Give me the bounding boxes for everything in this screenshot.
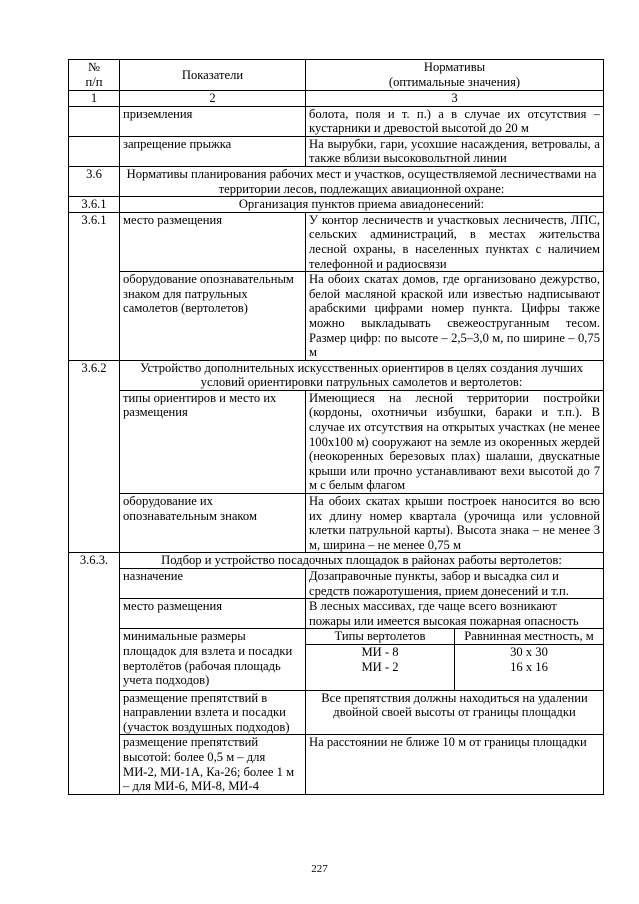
- helicopter-sizes-cell: [306, 629, 604, 690]
- row-num: 3.6.1: [69, 212, 120, 360]
- table-row: [69, 599, 604, 629]
- row-label: место размещения: [120, 212, 306, 271]
- norms-table: [68, 59, 604, 795]
- header-num: № п/п: [69, 60, 120, 91]
- table-row: [69, 272, 604, 361]
- inner-header-type: Типы вертолетов: [306, 629, 455, 644]
- table-row: [69, 690, 604, 735]
- table-row: [69, 136, 604, 166]
- page-number: 227: [311, 863, 328, 875]
- row-label: типы ориентиров и место их размещения: [120, 390, 306, 493]
- row-value: Имеющиеся на лесной территории постройки (кордоны, охотничьи избушки, бараки и т.п.). В случае их отсутствия на открытых участках (не менее 100х100 м) сооружают на земле из окоренных жердей (неокоренных березовых плах) шалаши, двускатные крыши или прочно устанавливают вехи высотой до 7 м с белым флагом: [306, 390, 604, 493]
- row-value: У контор лесничеств и участковых лесничеств, ЛПС, сельских администраций, в местах жительства лесной охраны, в населенных пунктах с наличием телефонной и радиосвязи: [306, 212, 604, 271]
- section-num: 3.6.1: [69, 197, 120, 213]
- table-row: [69, 106, 604, 136]
- section-num: 3.6.3.: [69, 553, 120, 794]
- row-label: назначение: [120, 569, 306, 599]
- section-row: [69, 360, 604, 390]
- col-num-1: 1: [69, 91, 120, 107]
- row-value: В лесных массивах, где чаще всего возникают пожары или имеется высокая пожарная опасность: [306, 599, 604, 629]
- row-label: приземления: [120, 106, 306, 136]
- inner-area: 16 х 16: [510, 659, 548, 674]
- header-norms: Нормативы (оптимальные значения): [306, 60, 604, 91]
- col-num-3: 3: [306, 91, 604, 107]
- row-value: На обоих скатах домов, где организовано дежурство, белой масляной краской или известью надписывают арабскими цифрами номер пункта. Цифры также можно выкладывать свежеоструганным тесом. Размер цифр: по высоте – 2,5–3,0 м, по ширине – 0,75 м: [306, 272, 604, 361]
- inner-type: МИ - 8: [306, 644, 455, 659]
- row-label: запрещение прыжка: [120, 136, 306, 166]
- section-row: [69, 553, 604, 569]
- row-value: Дозаправочные пункты, забор и высадка сил и средств пожаротушения, прием донесений и т.п.: [306, 569, 604, 599]
- table-row: [69, 212, 604, 271]
- section-num: 3.6.2: [69, 360, 120, 553]
- table-row: [69, 629, 604, 690]
- section-row: [69, 197, 604, 213]
- row-value: Все препятствия должны находиться на удалении двойной своей высоты от границы площадки: [306, 690, 604, 735]
- row-label: минимальные размеры площадок для взлета и посадки вертолётов (рабочая площадь учета подходов): [120, 629, 306, 690]
- table-row: [69, 735, 604, 794]
- inner-type: МИ - 2: [306, 660, 455, 690]
- row-label: оборудование опознавательным знаком для патрульных самолетов (вертолетов): [120, 272, 306, 361]
- row-value: На расстоянии не ближе 10 м от границы площадки: [306, 735, 604, 794]
- section-row: [69, 166, 604, 196]
- row-value: болота, поля и т. п.) а в случае их отсутствия – кустарники и древостой высотой до 20 м: [306, 106, 604, 136]
- section-title: Подбор и устройство посадочных площадок в районах работы вертолетов:: [120, 553, 604, 569]
- row-value: На обоих скатах крыши построек наносится во всю их длину номер квартала (урочища или условной клетки патрульной карты). Высота знака – не менее 3 м, ширина – не менее 0,75 м: [306, 494, 604, 553]
- section-title: Нормативы планирования рабочих мест и участков, осуществляемой лесничествами на территории лесов, подлежащих авиационной охране:: [120, 166, 604, 196]
- header-row: [69, 60, 604, 91]
- row-label: размещение препятствий высотой: более 0,5 м – для МИ-2, МИ-1А, Ка-26; более 1 м – для МИ-6, МИ-8, МИ-4: [120, 735, 306, 794]
- table-row: [69, 569, 604, 599]
- column-number-row: [69, 91, 604, 107]
- helicopter-sizes-table: [306, 629, 603, 689]
- section-title: Организация пунктов приема авиадонесений:: [120, 197, 604, 213]
- row-label: оборудование их опознавательным знаком: [120, 494, 306, 553]
- row-num-cell: [69, 106, 120, 136]
- inner-area: 30 х 30: [510, 644, 548, 659]
- inner-header-area: Равнинная местность, м: [455, 629, 604, 644]
- row-value: На вырубки, гари, усохшие насаждения, ветровалы, а также вблизи высоковольтной линии: [306, 136, 604, 166]
- row-label: размещение препятствий в направлении взлета и посадки (участок воздушных подходов): [120, 690, 306, 735]
- table-row: [69, 494, 604, 553]
- section-title: Устройство дополнительных искусственных ориентиров в целях создания лучших условий ориентировки патрульных самолетов и вертолетов:: [120, 360, 604, 390]
- table-row: [69, 390, 604, 493]
- row-num-cell: [69, 136, 120, 166]
- section-num: 3.6: [69, 166, 120, 196]
- col-num-2: 2: [120, 91, 306, 107]
- row-label: место размещения: [120, 599, 306, 629]
- header-indicators: Показатели: [120, 60, 306, 91]
